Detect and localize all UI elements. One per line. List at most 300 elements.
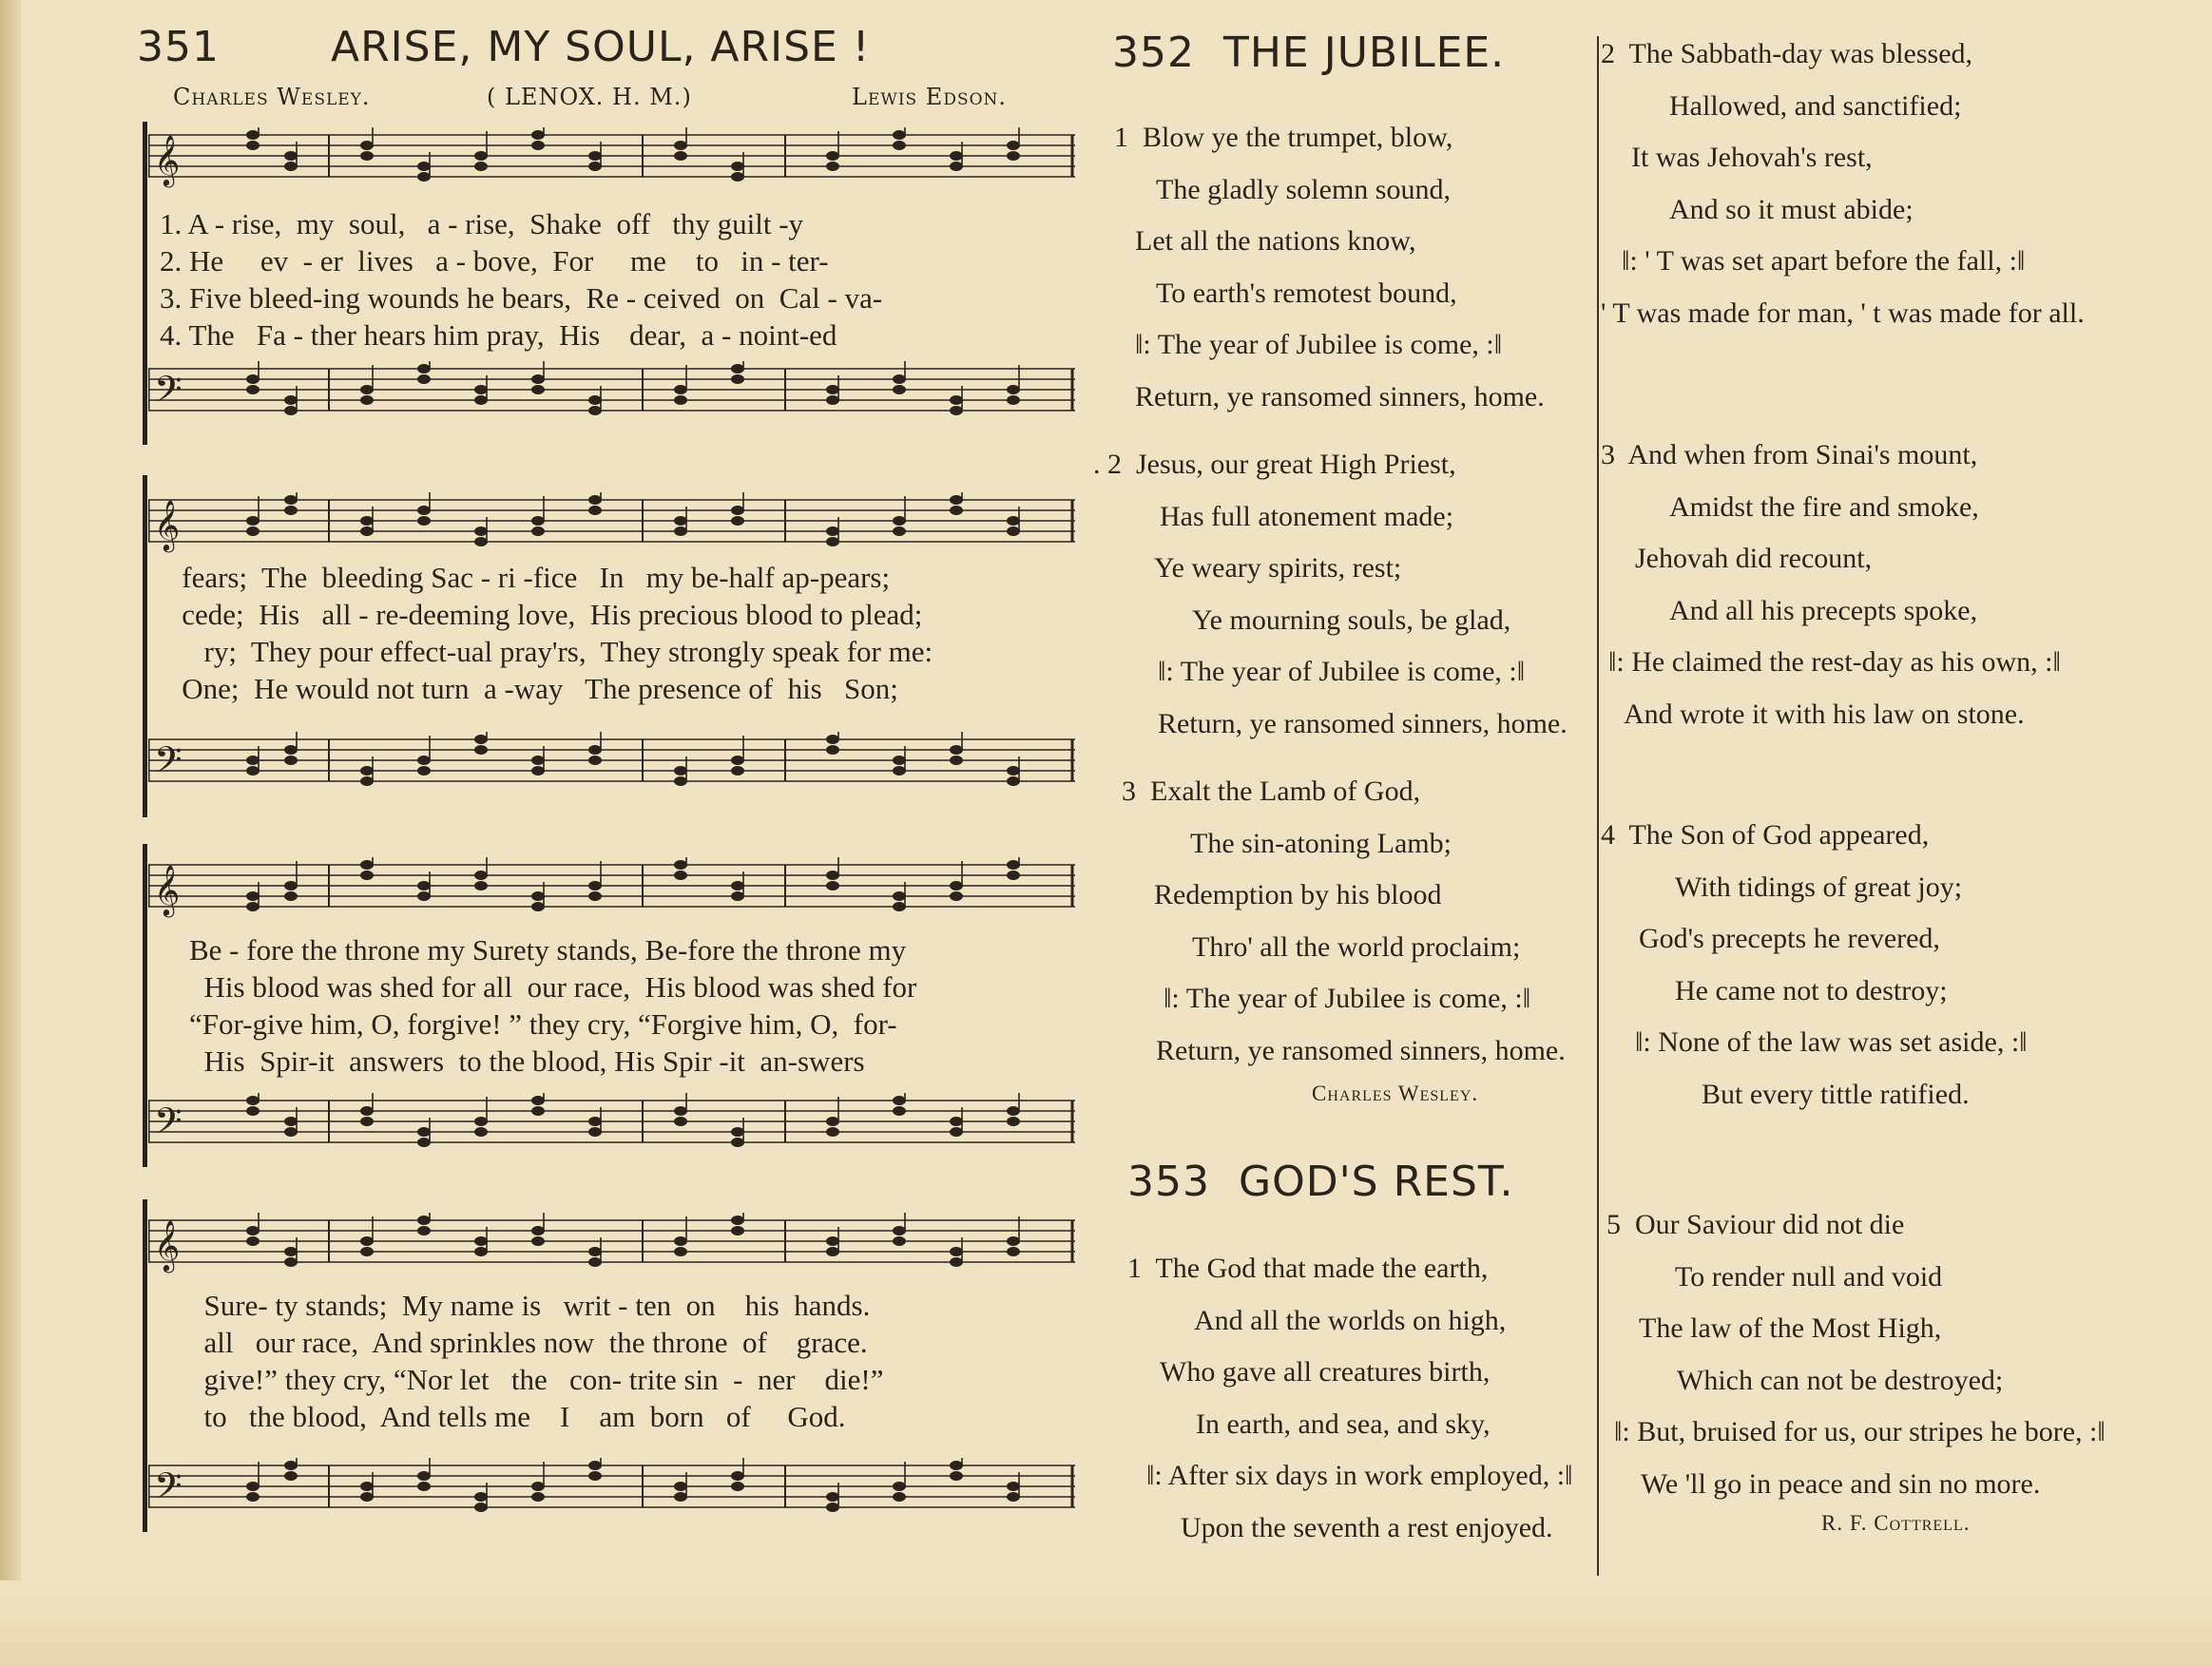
note-head [246,130,260,140]
note-head [674,860,687,870]
verse-line: The gladly solemn sound, [1156,173,1451,205]
page-bottom [0,1580,2212,1666]
note-head [950,1127,963,1137]
lyric-line: 4. The Fa - ther hears him pray, His dear, a - noint-ed [160,318,837,352]
note-head [360,1247,374,1256]
note-head [417,1482,431,1491]
note-head [474,151,488,161]
hymn-352-header [1112,29,1505,77]
note-head [417,891,431,901]
music-system-3 [143,844,1079,1167]
verse-line: Amidst the fire and smoke, [1669,490,1979,523]
note-head [674,151,687,161]
note-head [674,141,687,150]
note-head [950,495,963,505]
note-head [950,891,963,901]
verse-line: ‖: The year of Jubilee is come, :‖ [1164,983,1531,1014]
note-head [1007,1247,1020,1256]
lyric-line: His blood was shed for all our race, His blood was shed for [160,970,917,1004]
note-head [1007,527,1020,536]
note-head [360,1106,374,1116]
note-head [826,537,839,546]
bass-clef-icon: 𝄢 [154,1465,183,1516]
verse-line: 5 Our Saviour did not die [1606,1209,1905,1240]
note-head [417,1471,431,1481]
note-head [531,1492,545,1502]
verse-line: 4 The Son of God appeared, [1601,819,1930,851]
note-head [246,527,260,536]
note-head [531,1106,545,1116]
verse-line: To render null and void [1675,1260,1943,1293]
note-head [674,1117,687,1126]
note-head [588,745,602,755]
note-head [950,1257,963,1267]
note-head [731,1226,744,1235]
note-head [731,516,744,526]
note-head [246,374,260,384]
note-head [531,1226,545,1235]
hymn-352-verse-2 [1093,439,1587,750]
note-head [417,1226,431,1235]
note-head [246,1226,260,1235]
note-head [417,766,431,776]
note-head [588,151,602,161]
verse-line: ‖: He claimed the rest-day as his own, :‖ [1608,646,2061,678]
note-head [531,1096,545,1105]
note-head [588,395,602,405]
lyric-line: fears; The bleeding Sac - ri -fice In my be-half ap-pears; [160,561,891,594]
note-head [284,151,298,161]
note-head [588,1247,602,1256]
bass-staff [148,1093,1080,1159]
note-head [246,141,260,150]
note-head [893,756,906,765]
hymn-351-title: ARISE, MY SOUL, ARISE ! [331,23,871,71]
note-head [246,891,260,901]
note-head [588,506,602,515]
note-head [893,374,906,384]
note-head [731,1216,744,1225]
lyric-line: all our race, And sprinkles now the throne of grace. [160,1326,868,1359]
lyric-line: 3. Five bleed-ing wounds he bears, Re - ceived on Cal - va- [160,281,883,315]
lyrics-block-1 [160,205,1072,354]
note-head [674,1482,687,1491]
note-head [731,162,744,171]
note-head [417,1216,431,1225]
hymn-353-author: R. F. Cottrell. [1821,1511,1971,1535]
verse-line: ‖: But, bruised for us, our stripes he bore, :‖ [1614,1416,2106,1447]
lyric-line: Be - fore the throne my Surety stands, Be-fore the throne my [160,933,907,967]
column-divider [1597,36,1599,1576]
note-head [826,385,839,394]
verse-line: Ye mourning souls, be glad, [1192,603,1511,636]
note-head [474,881,488,890]
note-head [893,766,906,776]
note-head [1007,776,1020,786]
note-head [1007,1482,1020,1491]
note-head [588,1461,602,1470]
note-head [731,766,744,776]
note-head [950,756,963,765]
note-head [246,902,260,911]
note-head [284,495,298,505]
note-head [531,516,545,526]
hymn-353-verse-4 [1601,810,2209,1120]
note-head [284,1127,298,1137]
note-head [284,881,298,890]
note-head [284,891,298,901]
note-head [588,1127,602,1137]
verse-line: God's precepts he revered, [1639,923,1940,954]
note-head [360,385,374,394]
note-head [1007,1492,1020,1502]
note-head [360,1117,374,1126]
page-edge [0,0,21,1666]
hymn-353-verse-1 [1127,1243,1593,1554]
note-head [474,1127,488,1137]
verse-line: And wrote it with his law on stone. [1624,698,2025,730]
note-head [893,1096,906,1105]
note-head [246,1096,260,1105]
note-head [531,385,545,394]
music-system-2 [143,475,1079,817]
lyric-line: ry; They pour effect-ual pray'rs, They strongly speak for me: [160,635,933,668]
verse-line: Which can not be destroyed; [1677,1364,2004,1396]
hymn-351-header [133,21,1074,78]
hymn-353-verse-2 [1601,29,2209,339]
note-head [1007,766,1020,776]
note-head [1007,516,1020,526]
music-system-1 [143,122,1079,445]
note-head [950,1471,963,1481]
verse-line: . 2 Jesus, our great High Priest, [1093,449,1456,480]
system-brace [143,475,147,817]
lyric-line: “For-give him, O, forgive! ” they cry, “Forgive him, O, for- [160,1007,897,1041]
note-head [731,1482,744,1491]
note-head [284,506,298,515]
hymn-352-title: THE JUBILEE. [1222,29,1506,77]
note-head [674,385,687,394]
system-brace [143,122,147,445]
note-head [1007,1117,1020,1126]
verse-line: 3 Exalt the Lamb of God, [1122,776,1421,807]
verse-line: We 'll go in peace and sin no more. [1641,1467,2041,1500]
hymn-352-author: Charles Wesley. [1312,1082,1479,1105]
verse-line: It was Jehovah's rest, [1631,142,1873,173]
note-head [417,506,431,515]
note-head [360,1492,374,1502]
note-head [284,756,298,765]
lyric-line: One; He would not turn a -way The presence of his Son; [160,672,898,705]
note-head [950,1461,963,1470]
note-head [246,1106,260,1116]
note-head [531,141,545,150]
note-head [674,1236,687,1246]
verse-line: Redemption by his blood [1154,879,1442,910]
note-head [731,172,744,182]
note-head [417,516,431,526]
verse-line: Return, ye ransomed sinners, home. [1156,1034,1566,1066]
note-head [474,1247,488,1256]
note-head [893,902,906,911]
system-brace [143,844,147,1167]
note-head [417,172,431,182]
note-head [950,162,963,171]
treble-clef-icon: 𝄞 [154,134,181,185]
music-system-4 [143,1199,1079,1532]
note-head [360,395,374,405]
note-head [950,151,963,161]
note-head [360,151,374,161]
lyric-line: give!” they cry, “Nor let the con- trite sin - ner die!” [160,1363,884,1396]
note-head [284,1257,298,1267]
note-head [893,1492,906,1502]
treble-staff [148,857,1080,924]
note-head [1007,395,1020,405]
note-head [1007,860,1020,870]
note-head [474,735,488,744]
note-head [474,395,488,405]
note-head [950,506,963,515]
note-head [417,374,431,384]
note-head [674,1492,687,1502]
note-head [1007,1106,1020,1116]
note-head [674,1247,687,1256]
note-head [474,537,488,546]
note-head [950,395,963,405]
note-head [588,406,602,415]
note-head [826,1503,839,1512]
verse-line: Thro' all the world proclaim; [1192,930,1521,963]
verse-line: Let all the nations know, [1135,225,1416,257]
note-head [474,745,488,755]
note-head [1007,871,1020,880]
note-head [531,527,545,536]
note-head [950,1117,963,1126]
lyric-line: cede; His all - re-deeming love, His precious blood to plead; [160,598,923,631]
hymn-353-title: GOD'S REST. [1238,1158,1514,1206]
note-head [826,735,839,744]
verse-line: And all the worlds on high, [1194,1304,1507,1336]
note-head [246,516,260,526]
note-head [674,527,687,536]
bass-clef-icon: 𝄢 [154,1100,183,1151]
note-head [531,1236,545,1246]
note-head [826,1492,839,1502]
note-head [474,871,488,880]
note-head [531,130,545,140]
hymn-352-verse-1 [1114,112,1589,423]
treble-staff [148,127,1080,194]
verse-line: ‖: After six days in work employed, :‖ [1146,1460,1573,1491]
note-head [826,871,839,880]
hymn-351-number: 351 [137,23,220,71]
note-head [1007,385,1020,394]
note-head [246,766,260,776]
note-head [826,395,839,405]
verse-line: ‖: The year of Jubilee is come, :‖ [1135,329,1503,360]
note-head [588,891,602,901]
note-head [246,756,260,765]
bass-staff [148,1458,1080,1524]
verse-line: 3 And when from Sinai's mount, [1601,439,1978,470]
note-head [474,162,488,171]
lyrics-block-2 [160,559,1072,707]
note-head [950,745,963,755]
treble-clef-icon: 𝄞 [154,499,181,550]
note-head [674,395,687,405]
note-head [674,871,687,880]
verse-line: Return, ye ransomed sinners, home. [1158,707,1568,739]
verse-line: ‖: None of the law was set aside, :‖ [1635,1026,2028,1058]
note-head [731,374,744,384]
verse-line: Upon the seventh a rest enjoyed. [1181,1511,1553,1543]
note-head [731,881,744,890]
note-head [360,141,374,150]
verse-line: He came not to destroy; [1675,974,1948,1006]
note-head [531,756,545,765]
note-head [474,1236,488,1246]
note-head [588,162,602,171]
note-head [284,1247,298,1256]
note-head [893,1106,906,1116]
note-head [284,1117,298,1126]
verse-line: To earth's remotest bound, [1156,277,1457,309]
note-head [731,891,744,901]
hymn-353-number: 353 [1127,1158,1210,1206]
note-head [893,1482,906,1491]
hymn-351-tune: ( LENOX. H. M.) [487,84,692,110]
note-head [246,1482,260,1491]
hymn-351-author: Charles Wesley. [173,84,371,110]
note-head [417,881,431,890]
note-head [284,745,298,755]
bass-clef-icon: 𝄢 [154,738,183,790]
treble-clef-icon: 𝄞 [154,864,181,915]
hymn-353-header [1127,1158,1514,1206]
note-head [674,776,687,786]
note-head [731,1471,744,1481]
note-head [731,1127,744,1137]
note-head [588,495,602,505]
verse-line: In earth, and sea, and sky, [1196,1407,1491,1440]
note-head [360,860,374,870]
note-head [360,527,374,536]
bass-staff [148,732,1080,798]
note-head [731,756,744,765]
note-head [731,364,744,373]
treble-clef-icon: 𝄞 [154,1219,181,1271]
note-head [893,385,906,394]
note-head [950,881,963,890]
note-head [474,1492,488,1502]
hymn-351-composer: Lewis Edson. [852,84,1008,110]
hymn-353-verse-3 [1601,430,2209,740]
note-head [474,1117,488,1126]
note-head [674,516,687,526]
note-head [417,162,431,171]
note-head [588,1471,602,1481]
note-head [531,766,545,776]
note-head [474,527,488,536]
verse-line: Return, ye ransomed sinners, home. [1135,380,1545,412]
note-head [531,374,545,384]
note-head [360,1236,374,1246]
note-head [284,395,298,405]
verse-line: 2 The Sabbath-day was blessed, [1601,38,1973,69]
note-head [474,385,488,394]
note-head [826,881,839,890]
note-head [1007,1236,1020,1246]
note-head [893,130,906,140]
lyric-line: His Spir-it answers to the blood, His Spir -it an-swers [160,1044,865,1078]
hymn-352-verse-3 [1122,766,1597,1077]
bass-clef-icon: 𝄢 [154,368,183,419]
treble-staff [148,1213,1080,1279]
lyric-line: Sure- ty stands; My name is writ - ten on his hands. [160,1289,871,1322]
system-brace [143,1199,147,1532]
note-head [826,1236,839,1246]
note-head [284,1471,298,1481]
verse-line: And all his precepts spoke, [1669,594,1978,626]
bass-staff [148,361,1080,428]
note-head [417,1127,431,1137]
note-head [1007,141,1020,150]
verse-line: Jehovah did recount, [1635,543,1873,574]
treble-staff [148,492,1080,559]
note-head [588,881,602,890]
note-head [360,871,374,880]
note-head [826,162,839,171]
verse-line: The sin-atoning Lamb; [1190,827,1452,859]
note-head [893,1236,906,1246]
note-head [731,1138,744,1147]
note-head [674,766,687,776]
note-head [893,1226,906,1235]
note-head [531,1482,545,1491]
note-head [674,1106,687,1116]
note-head [826,151,839,161]
verse-line: But every tittle ratified. [1702,1078,1970,1110]
verse-line: And so it must abide; [1669,193,1914,225]
verse-line: ‖: The year of Jubilee is come, :‖ [1158,656,1526,687]
note-head [417,1138,431,1147]
note-head [950,1247,963,1256]
verse-line: Hallowed, and sanctified; [1669,89,1962,122]
note-head [893,516,906,526]
note-head [417,756,431,765]
lyric-line: to the blood, And tells me I am born of God. [160,1400,846,1433]
verse-line: Ye weary spirits, rest; [1154,552,1402,584]
note-head [731,506,744,515]
note-head [531,891,545,901]
note-head [284,1461,298,1470]
note-head [588,756,602,765]
hymn-352-number: 352 [1112,29,1195,77]
note-head [826,1247,839,1256]
note-head [893,527,906,536]
note-head [246,385,260,394]
note-head [588,1257,602,1267]
note-head [360,1482,374,1491]
verse-line: Who gave all creatures birth, [1160,1356,1491,1388]
note-head [417,364,431,373]
lyrics-block-3 [160,931,1072,1080]
note-head [246,1492,260,1502]
note-head [893,891,906,901]
note-head [826,1127,839,1137]
verse-line: 1 The God that made the earth, [1127,1253,1489,1284]
